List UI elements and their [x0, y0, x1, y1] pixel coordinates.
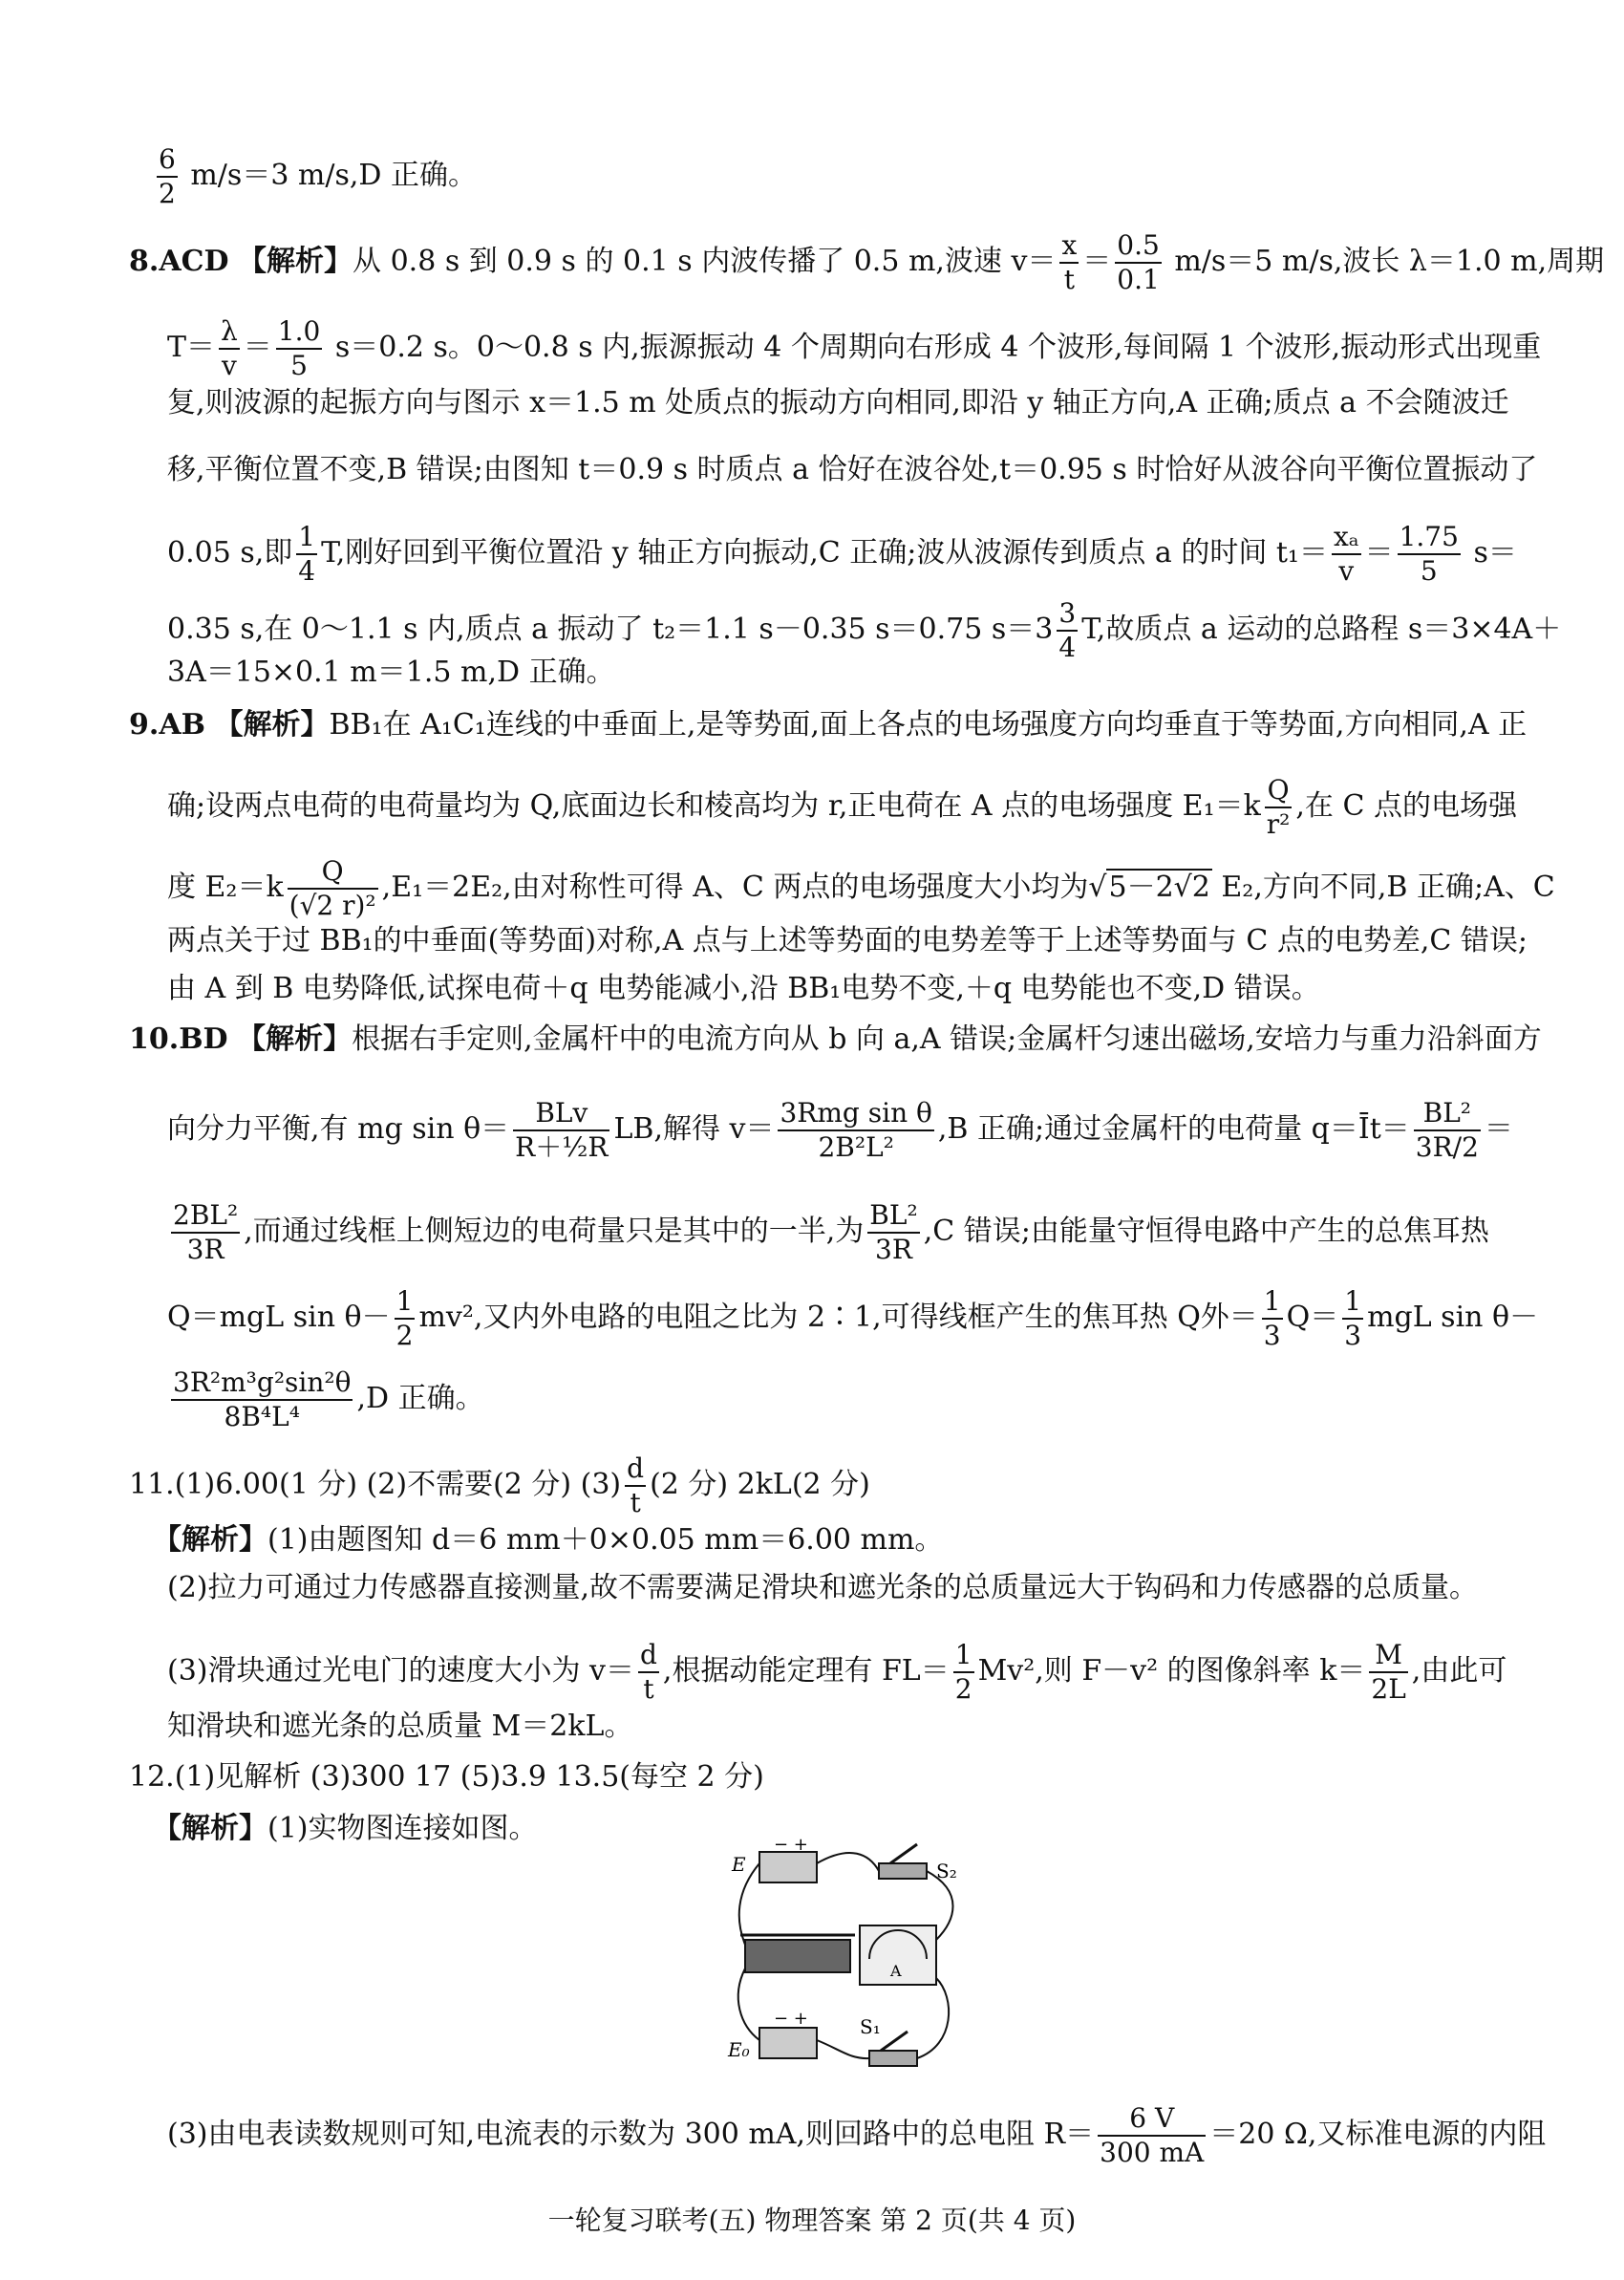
- line-1: $\frac{6}{2}$ m/s＝3 m/s,D 正确。: [159, 143, 478, 209]
- line-3: T＝ $\frac{\lambda}{v}$ ＝ $\frac{1.0}{5}$ s＝0.2 s。0～0.8 s 内,振源振动 4 个周期向右形成 4 个波形,每间隔 1 个波形,振动形式出现重: [167, 315, 1542, 381]
- line-20: 【解析】(1)由题图知 d＝6 mm＋0×0.05 mm＝6.00 mm。: [153, 1523, 944, 1557]
- line-26: (3)由电表读数规则可知,电流表的示数为 300 mA,则回路中的总电阻 R＝ $\frac{6 V}{300 mA}$ ＝20 Ω,又标准电源的内阻: [167, 2102, 1547, 2168]
- switch-s2: [879, 1863, 927, 1879]
- rheostat: [745, 1940, 850, 1972]
- label-e0: E₀: [728, 2038, 750, 2061]
- battery-e: [759, 1852, 817, 1882]
- line-21: (2)拉力可通过力传感器直接测量,故不需要满足滑块和遮光条的总质量远大于钩码和力传感器的总质量。: [167, 1571, 1479, 1604]
- line-15: 向分力平衡,有 mg sin θ＝ $\frac{\text{BLv}}{\text{R＋½R}}$ LB,解得 v＝ $\frac{\text{3Rmg sin θ}}{\text{2B²L²}}$ ,B 正确;通过金属杆的电荷量 q＝Īt＝ $\frac{\text{BL²}}{3R/2}$ ＝: [167, 1097, 1513, 1163]
- label-s2: S₂: [936, 1860, 957, 1882]
- line-22: (3)滑块通过光电门的速度大小为 v＝ $\frac{d}{t}$ ,根据动能定理有 FL＝ $\frac{1}{2}$ Mv²,则 F－v² 的图像斜率 k＝ $\frac{M}{2L}$ ,由此可: [167, 1639, 1507, 1705]
- switch-s1: [869, 2051, 917, 2066]
- line-25: 【解析】(1)实物图连接如图。: [153, 1812, 538, 1845]
- line-8: 3A＝15×0.1 m＝1.5 m,D 正确。: [167, 656, 615, 689]
- label-e: E: [732, 1853, 746, 1876]
- answer-12: 12.(1)见解析 (3)300 17 (5)3.9 13.5(每空 2 分): [129, 1760, 764, 1794]
- circuit-figure: [726, 1835, 974, 2083]
- line-11: 度 E₂＝k $\frac{Q}{\text{(√2 r)²}}$ ,E₁＝2E₂,由对称性可得 A、C 两点的电场强度大小均为√5－2√2 E₂,方向不同,B 正确;A、C: [167, 855, 1555, 921]
- line-6: 0.05 s,即 $\frac{1}{4}$ T,刚好回到平衡位置沿 y 轴正方向振动,C 正确;波从波源传到质点 a 的时间 t₁＝ $\frac{\text{xₐ}}{v}$ ＝ $\frac{1.75}{5}$ s＝: [167, 521, 1517, 587]
- svg-text:− +: − +: [774, 1835, 808, 1855]
- line-12: 两点关于过 BB₁的中垂面(等势面)对称,A 点与上述等势面的电势差等于上述等势面与 C 点的电势差,C 错误;: [167, 924, 1528, 957]
- line-10: 确;设两点电荷的电荷量均为 Q,底面边长和棱高均为 r,正电荷在 A 点的电场强度 E₁＝k $\frac{Q}{\text{r²}}$ ,在 C 点的电场强: [167, 774, 1517, 840]
- line-4: 复,则波源的起振方向与图示 x＝1.5 m 处质点的振动方向相同,即沿 y 轴正方向,A 正确;质点 a 不会随波迁: [167, 386, 1509, 419]
- answer-10: 10.BD 【解析】根据右手定则,金属杆中的电流方向从 b 向 a,A 错误;金属杆匀速出磁场,安培力与重力沿斜面方: [129, 1022, 1542, 1056]
- line-16: $\frac{\text{2BL²}}{3R}$ ,而通过线框上侧短边的电荷量只是其中的一半,为 $\frac{\text{BL²}}{3R}$ ,C 错误;由能量守恒得电路中产生的总焦耳热: [173, 1199, 1489, 1265]
- line-7: 0.35 s,在 0～1.1 s 内,质点 a 振动了 t₂＝1.1 s－0.35 s＝0.75 s＝3 $\frac{3}{4}$ T,故质点 a 运动的总路程 s＝3×4A＋: [167, 597, 1562, 663]
- line-5: 移,平衡位置不变,B 错误;由图知 t＝0.9 s 时质点 a 恰好在波谷处,t＝0.95 s 时恰好从波谷向平衡位置振动了: [167, 453, 1538, 486]
- label-s1: S₁: [860, 2015, 881, 2038]
- answer-11: 11.(1)6.00(1 分) (2)不需要(2 分) (3) $\frac{d}{t}$ (2 分) 2kL(2 分): [129, 1452, 870, 1518]
- page-footer: 一轮复习联考(五) 物理答案 第 2 页(共 4 页): [547, 2205, 1077, 2236]
- line-23: 知滑块和遮光条的总质量 M＝2kL。: [167, 1710, 633, 1743]
- fraction: $\frac{6}{2}$: [159, 143, 176, 209]
- line-17: Q＝mgL sin θ－ $\frac{1}{2}$ mv²,又内外电路的电阻之比为 2∶1,可得线框产生的焦耳热 Q外＝ $\frac{1}{3}$ Q＝ $\frac{1}{3}$ mgL sin θ－: [167, 1285, 1539, 1351]
- answer-9: 9.AB 【解析】BB₁在 A₁C₁连线的中垂面上,是等势面,面上各点的电场强度方向均垂直于等势面,方向相同,A 正: [129, 708, 1528, 742]
- label-a: A: [890, 1962, 902, 1980]
- line-18: $\frac{\text{3R²m³g²sin²θ}}{\text{8B⁴L⁴}}$ ,D 正确。: [173, 1366, 484, 1432]
- answer-8: 8.ACD 【解析】从 0.8 s 到 0.9 s 的 0.1 s 内波传播了 0.5 m,波速 v＝ $\frac{x}{t}$ ＝ $\frac{0.5}{0.1}$ m/s＝5 m/s,波长 λ＝1.0 m,周期: [129, 229, 1605, 295]
- battery-e0: [759, 2028, 817, 2058]
- svg-text:− +: − +: [774, 2009, 808, 2029]
- line-13: 由 A 到 B 电势降低,试探电荷＋q 电势能减小,沿 BB₁电势不变,＋q 电势能也不变,D 错误。: [167, 972, 1320, 1005]
